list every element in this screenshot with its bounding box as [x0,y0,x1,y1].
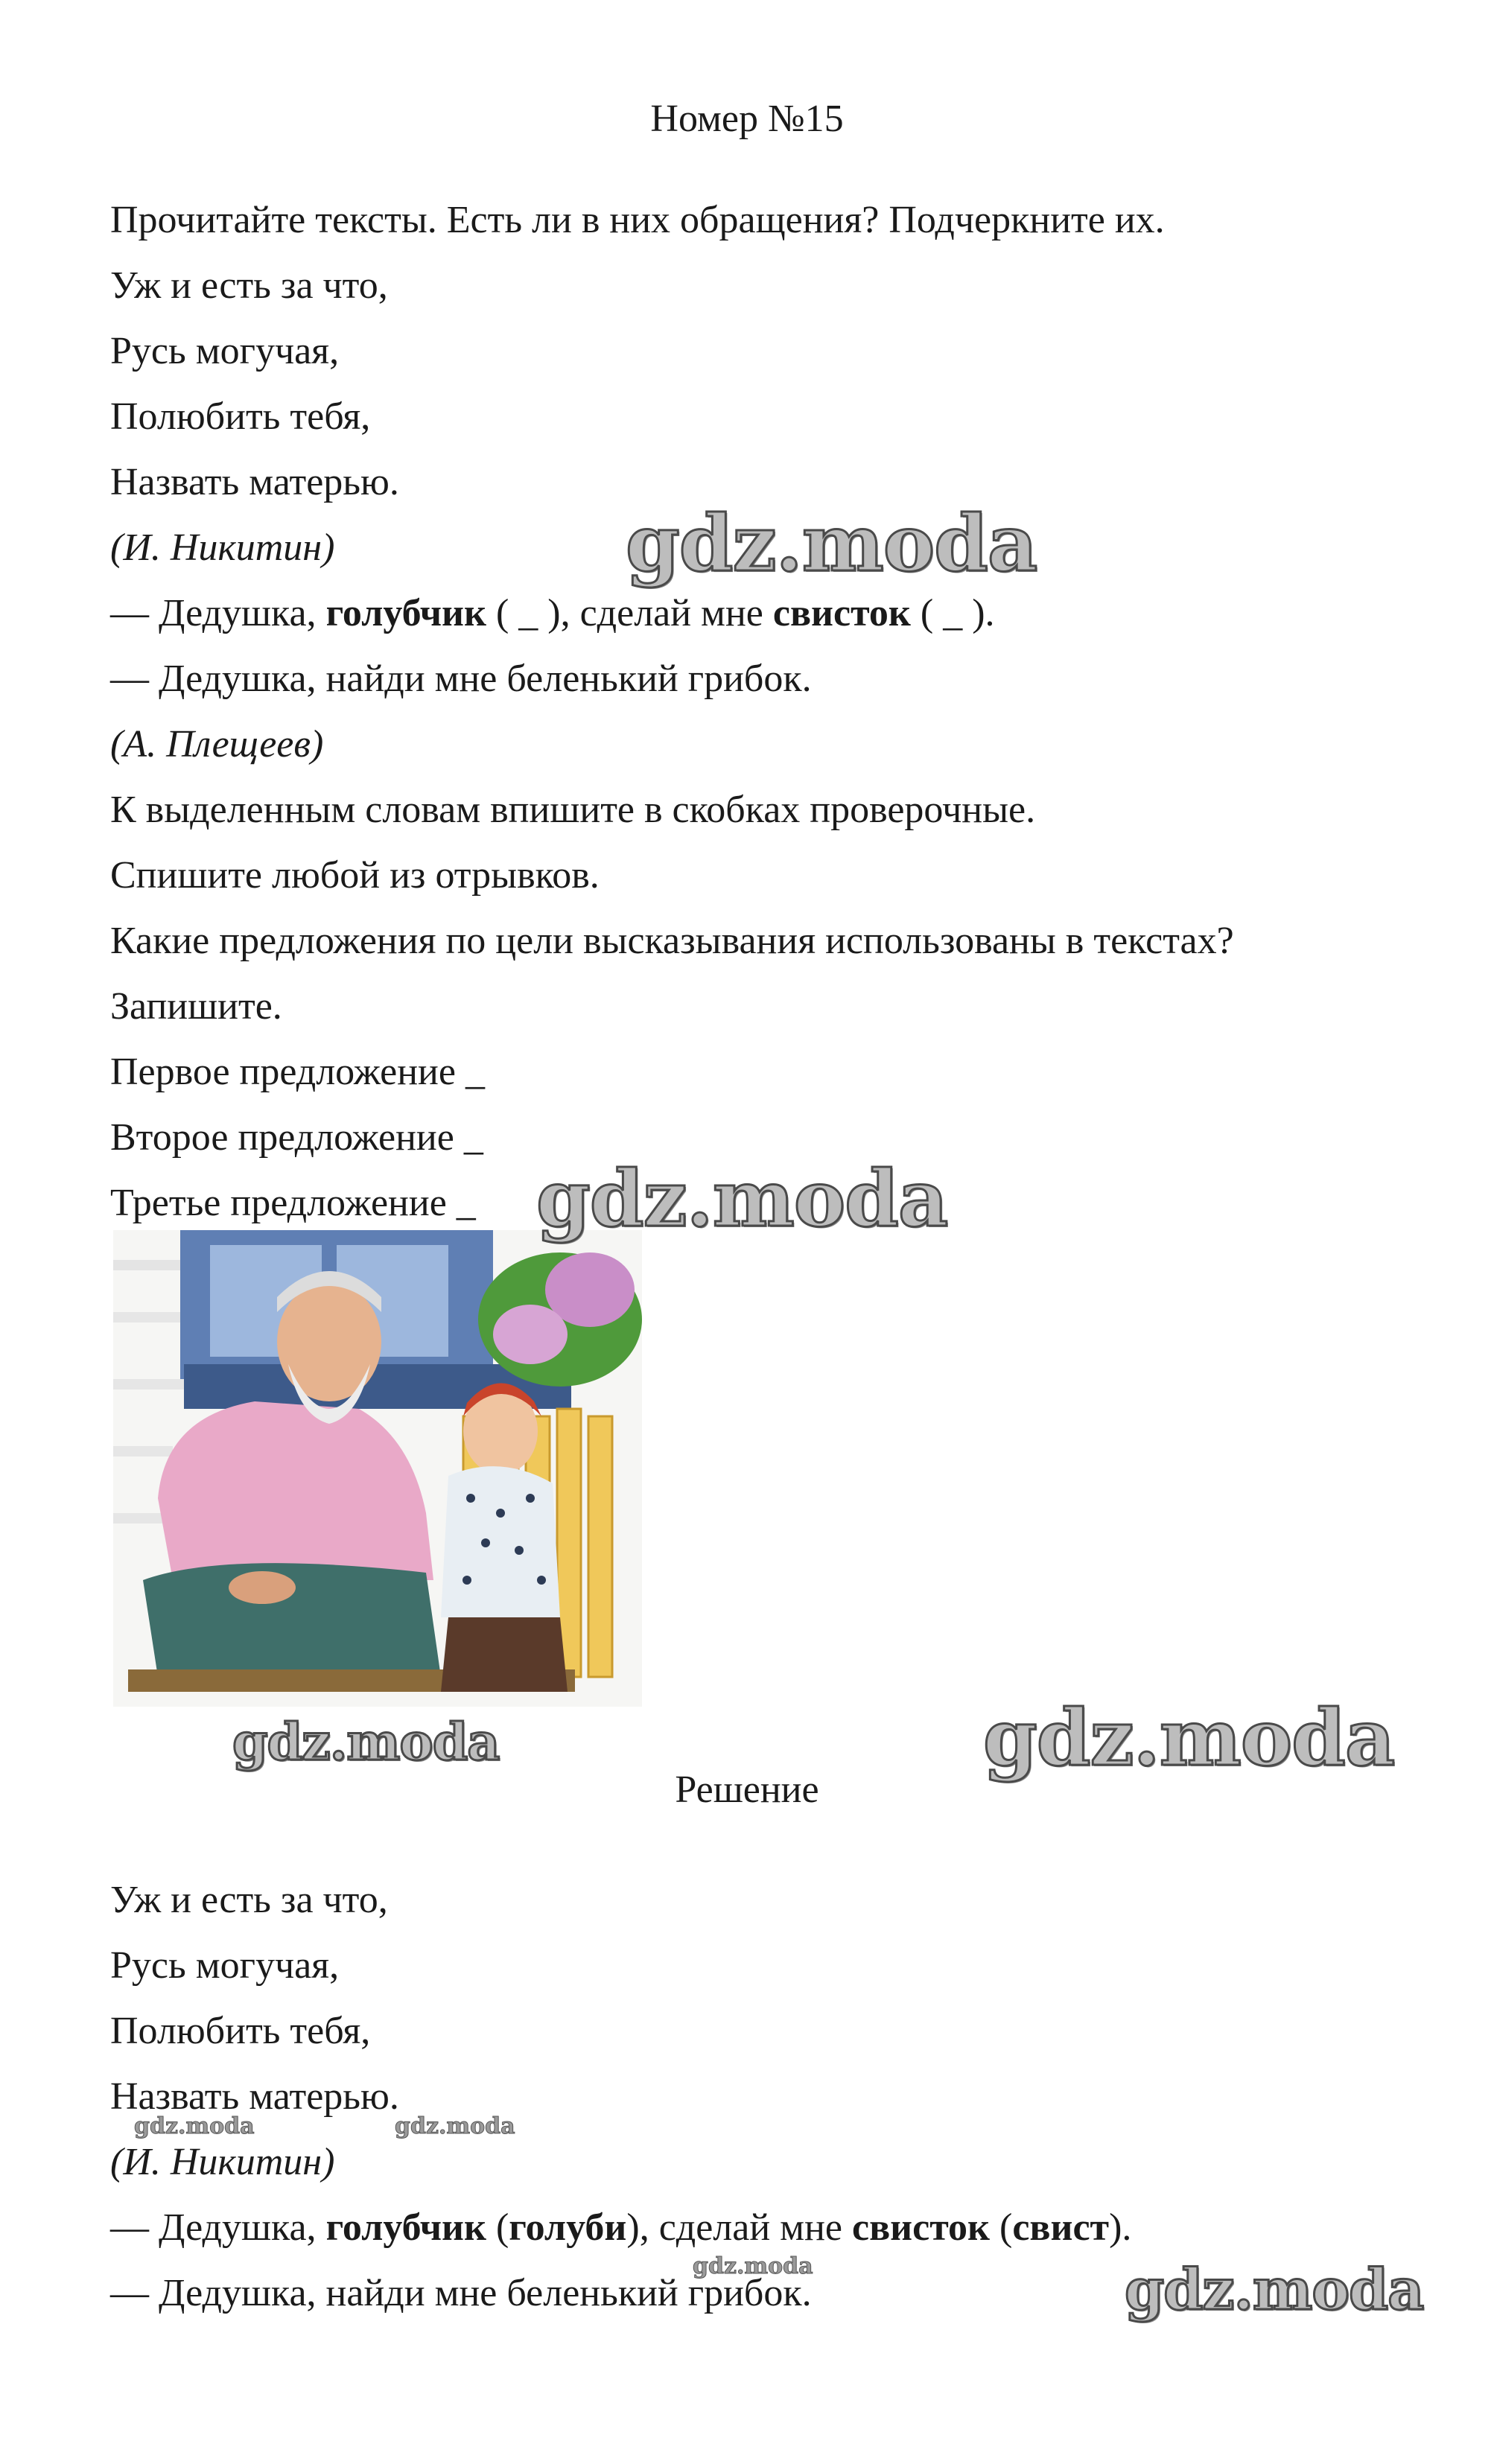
watermark: gdz.moda [983,1692,1395,1783]
question-text: Какие предложения по цели высказывания использованы в текстах? [110,920,1234,962]
watermark: gdz.moda [626,497,1037,589]
text-fragment: ). [1109,2206,1132,2249]
text-fragment: ( [486,2206,509,2249]
solution-poem-author: (И. Никитин) [110,2141,335,2183]
solution-poem-line: Русь могучая, [110,1944,340,1987]
watermark: gdz.moda [693,2253,813,2279]
answer-blank-line: Второе предложение _ [110,1116,483,1159]
highlighted-word: голубчик [325,592,486,634]
grandfather-boy-illustration [113,1230,642,1707]
answer-blank-line: Первое предложение _ [110,1051,485,1093]
text-fragment: ), сделай мне [626,2206,852,2249]
question-text: К выделенным словам впишите в скобках проверочные. [110,789,1036,831]
watermark: gdz.moda [1125,2256,1424,2323]
poem-line: Уж и есть за что, [110,264,388,307]
solution-poem-line: Полюбить тебя, [110,2010,371,2052]
poem-author: (И. Никитин) [110,526,335,569]
solution-poem-line: Уж и есть за что, [110,1879,388,1921]
solution-poem-line: Назвать матерью. [110,2075,399,2118]
poem-line: Назвать матерью. [110,461,399,503]
watermark: gdz.moda [395,2113,515,2139]
watermark: gdz.moda [536,1153,948,1244]
text-fragment: ( [990,2206,1013,2249]
highlighted-word: голубчик [325,2206,486,2249]
text-fragment: ( _ ), сделай мне [486,592,773,634]
highlighted-word: свисток [851,2206,991,2249]
page-title: Номер №15 [650,98,844,140]
poem-line: Полюбить тебя, [110,395,371,438]
question-text: Спишите любой из отрывков. [110,854,600,897]
text-fragment: — Дедушка, [110,2206,326,2249]
solution-title: Решение [675,1769,819,1811]
dialogue-line: — Дедушка, найди мне беленький грибок. [110,658,812,700]
answer-blank-line: Третье предложение _ [110,1182,476,1224]
solution-dialogue-line [110,2204,1131,2252]
watermark: gdz.moda [232,1713,500,1772]
instruction-text: Прочитайте тексты. Есть ли в них обращения? Подчеркните их. [110,199,1165,241]
watermark: gdz.moda [134,2113,255,2139]
answer-word: свист [1012,2206,1110,2249]
highlighted-word: свисток [772,592,911,634]
question-text: Запишите. [110,985,282,1028]
solution-dialogue-line: — Дедушка, найди мне беленький грибок. [110,2272,812,2314]
poem-line: Русь могучая, [110,330,340,372]
dialogue-line [110,590,995,637]
dialogue-author: (А. Плещеев) [110,723,324,765]
text-fragment: ( _ ). [910,592,995,634]
answer-word: голуби [509,2206,627,2249]
text-fragment: — Дедушка, [110,592,326,634]
